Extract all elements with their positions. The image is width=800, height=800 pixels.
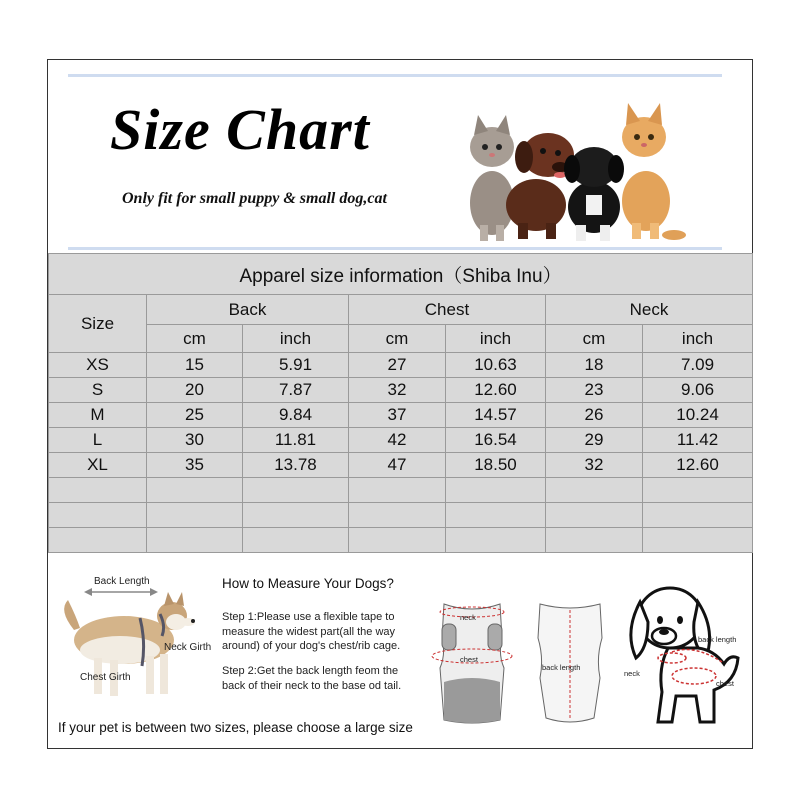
size-cell: M (49, 403, 147, 428)
value-cell: 29 (546, 428, 643, 453)
empty-row (49, 478, 753, 503)
table-row (49, 378, 753, 403)
table-row (49, 403, 753, 428)
size-header: Size (49, 295, 147, 353)
measure-step-2: Step 2:Get the back length feom the back of their neck to the base od tail. (222, 665, 402, 692)
table-row (49, 428, 753, 453)
dog-neck-girth-label: Neck Girth (164, 642, 212, 653)
pets-photo (448, 95, 688, 245)
table-caption: Apparel size information（Shiba Inu） (49, 254, 753, 295)
empty-row (49, 503, 753, 528)
value-cell: 12.60 (446, 378, 546, 403)
grey-kitten-image (470, 115, 514, 241)
header-banner (68, 74, 722, 250)
value-cell: 10.24 (643, 403, 753, 428)
size-advice-footer: If your pet is between two sizes, please choose a large size (58, 720, 413, 735)
brown-puppy-image (506, 133, 574, 239)
value-cell: 27 (349, 353, 446, 378)
size-chart-card (47, 59, 753, 749)
orange-kitten-image (622, 103, 686, 240)
shirt-front-diagram (428, 598, 516, 728)
unit-cm: cm (147, 325, 243, 353)
unit-inch: inch (643, 325, 753, 353)
size-cell: L (49, 428, 147, 453)
shirt-neck-label: neck (460, 613, 476, 622)
value-cell: 12.60 (643, 453, 753, 478)
subtitle: Only fit for small puppy & small dog,cat (122, 190, 387, 207)
unit-inch: inch (243, 325, 349, 353)
dog-back-length-label: Back Length (94, 576, 150, 587)
shirt-back-length-label: back length (542, 663, 581, 672)
size-cell: XS (49, 353, 147, 378)
puppy-back-length-label: back length (698, 635, 737, 644)
measure-step-1: Step 1:Please use a flexible tape to measure the widest part(all the way around) of your dog's chest/rib cage. (222, 611, 401, 652)
value-cell: 14.57 (446, 403, 546, 428)
value-cell: 7.87 (243, 378, 349, 403)
value-cell: 26 (546, 403, 643, 428)
value-cell: 9.06 (643, 378, 753, 403)
dog-measure-diagram (54, 570, 214, 710)
dog-chest-girth-label: Chest Girth (80, 672, 131, 683)
unit-cm: cm (546, 325, 643, 353)
value-cell: 30 (147, 428, 243, 453)
size-table (48, 253, 753, 553)
page-title: Size Chart (110, 97, 370, 162)
puppy-chest-label: chest (716, 679, 734, 688)
value-cell: 37 (349, 403, 446, 428)
shirt-chest-label: chest (460, 655, 478, 664)
empty-row (49, 528, 753, 553)
value-cell: 32 (546, 453, 643, 478)
value-cell: 35 (147, 453, 243, 478)
shirt-back-diagram (530, 598, 610, 728)
value-cell: 18 (546, 353, 643, 378)
value-cell: 42 (349, 428, 446, 453)
value-cell: 23 (546, 378, 643, 403)
unit-inch: inch (446, 325, 546, 353)
value-cell: 18.50 (446, 453, 546, 478)
value-cell: 47 (349, 453, 446, 478)
value-cell: 10.63 (446, 353, 546, 378)
black-puppy-image (564, 147, 624, 241)
back-header: Back (147, 295, 349, 325)
neck-header: Neck (546, 295, 753, 325)
value-cell: 25 (147, 403, 243, 428)
value-cell: 20 (147, 378, 243, 403)
value-cell: 11.81 (243, 428, 349, 453)
unit-cm: cm (349, 325, 446, 353)
size-cell: S (49, 378, 147, 403)
size-cell: XL (49, 453, 147, 478)
value-cell: 15 (147, 353, 243, 378)
measure-section (48, 562, 752, 750)
puppy-neck-label: neck (624, 669, 640, 678)
value-cell: 13.78 (243, 453, 349, 478)
value-cell: 7.09 (643, 353, 753, 378)
value-cell: 16.54 (446, 428, 546, 453)
table-row (49, 453, 753, 478)
value-cell: 11.42 (643, 428, 753, 453)
chest-header: Chest (349, 295, 546, 325)
table-row (49, 353, 753, 378)
value-cell: 9.84 (243, 403, 349, 428)
value-cell: 32 (349, 378, 446, 403)
value-cell: 5.91 (243, 353, 349, 378)
puppy-outline-diagram (618, 572, 748, 737)
measure-heading: How to Measure Your Dogs? (222, 576, 394, 591)
